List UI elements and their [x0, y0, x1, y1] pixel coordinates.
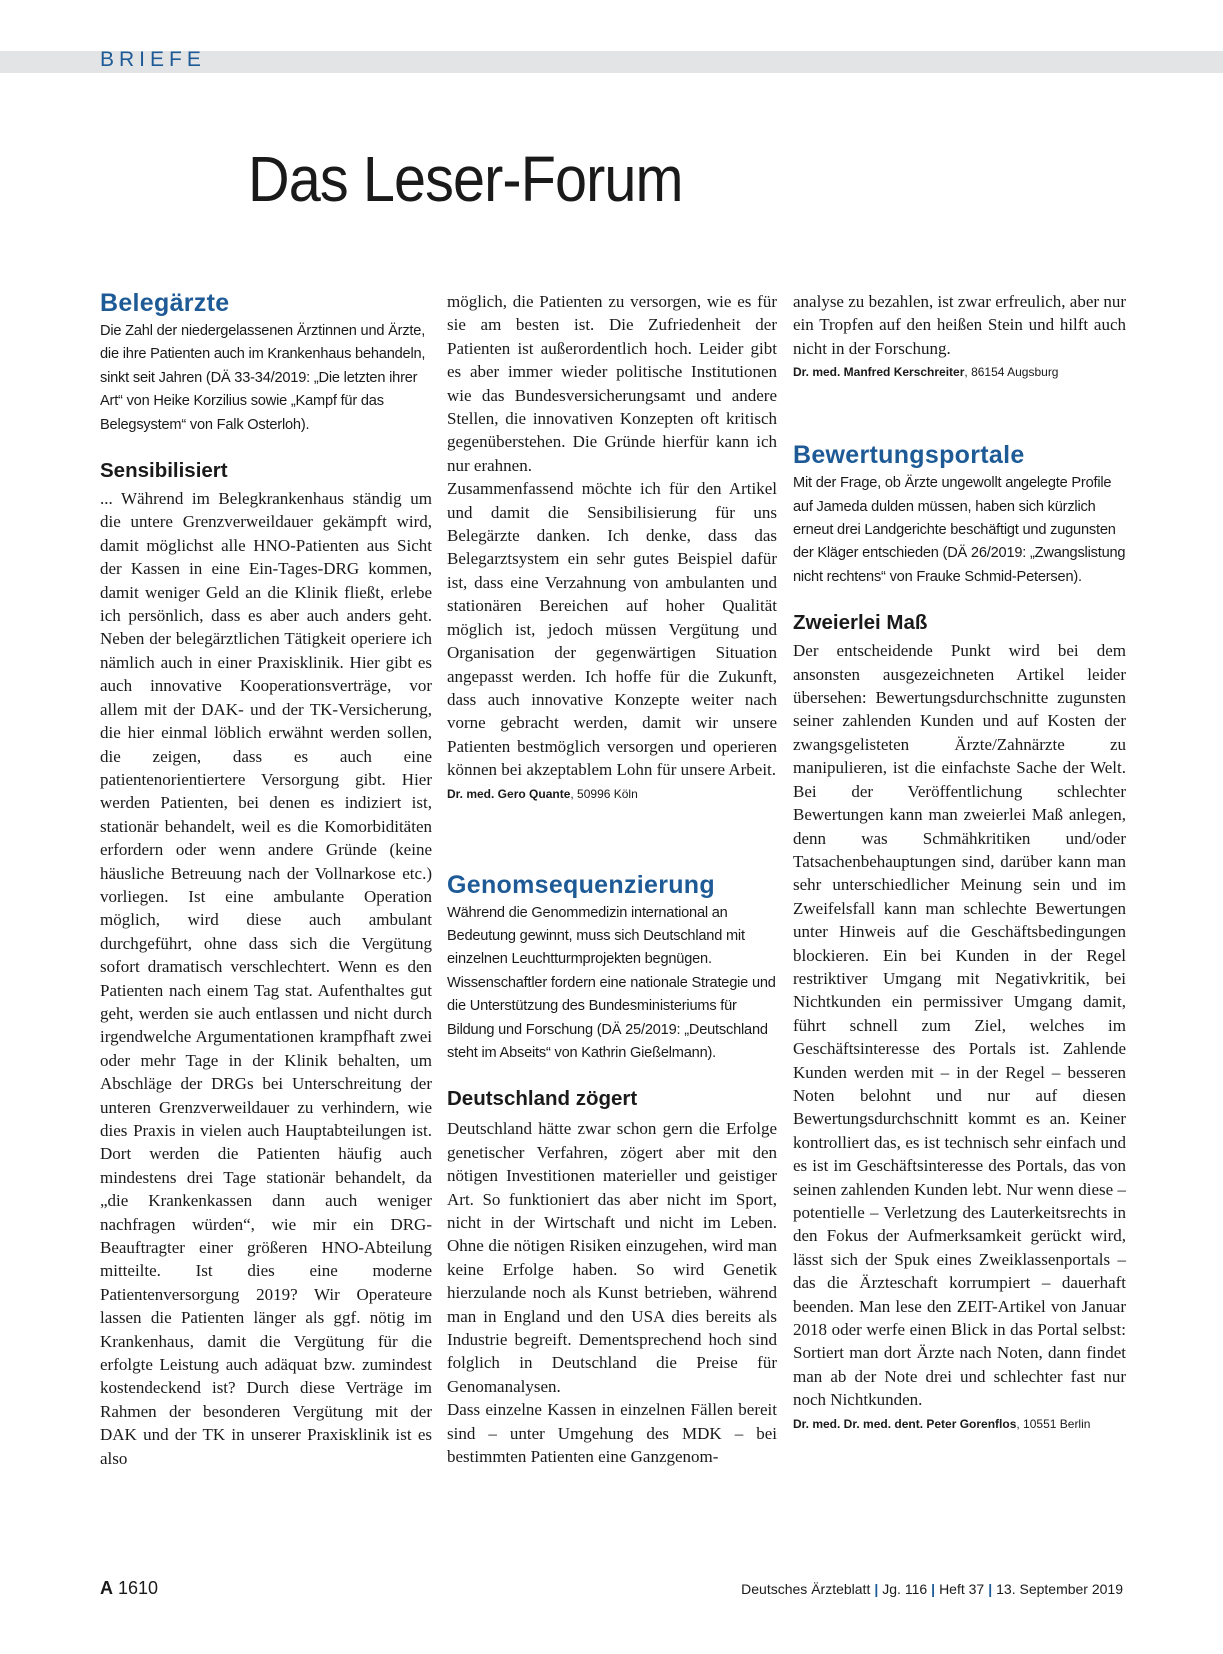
page-number	[100, 1578, 158, 1599]
author-name: Dr. med. Gero Quante	[447, 786, 571, 801]
letter-heading-sensibilisiert: Sensibilisiert	[100, 459, 228, 483]
letter-heading-deutschland-zoegert: Deutschland zögert	[447, 1087, 638, 1111]
letter-body	[100, 487, 432, 1470]
letter-body-continued	[793, 290, 1126, 360]
letter-heading-zweierlei-mass: Zweierlei Maß	[793, 611, 928, 635]
author-name: Dr. med. Manfred Kerschreiter	[793, 365, 965, 380]
letter-paragraph: analyse zu bezahlen, ist zwar erfreulich, aber nur ein Tropfen auf den heißen Stein und hilft auch nicht in der Forschung.	[793, 292, 1126, 358]
letter-paragraph: Deutschland hätte zwar schon gern die Erfolge genetischer Verfahren, zögert aber mit den nötigen Investitionen materieller und geistiger Art. So funktioniert das aber nicht im Sport, nicht in der Wirtschaft und nicht im Leben. Ohne die nötigen Risiken einzugehen, wird man keine Erfolge haben. So wird Genetik hierzulande noch als Kunst betrieben, während man in England und den USA dies bereits als Industrie begreift. Dementsprechend hoch sind folglich in Deutschland die Preise für Genomanalysen.	[447, 1119, 777, 1396]
author-place: , 86154 Augsburg	[964, 365, 1059, 380]
journal-info	[741, 1581, 1123, 1597]
journal-issue: Heft 37	[939, 1581, 985, 1597]
letter-paragraph: möglich, die Patienten zu versorgen, wie es für sie am besten ist. Die Zufriedenheit der Patienten ist außerordentlich hoch. Leider gibt es aber immer wieder politische Institutionen wie das Bundesversicherungsamt und andere Stellen, die innovativen Konzepten oft kritisch gegenüberstehen. Die Gründe hierfür kann ich nur erahnen.	[447, 292, 777, 475]
letter-paragraph: ... Während im Belegkrankenhaus ständig um die untere Grenzverweildauer gekämpft wird, damit möglichst alle HNO-Patienten aus Sicht der Kassen in eine Ein-Tages-DRG kommen, damit weniger Geld an die Klinik fließt, erlebe ich persönlich, dass es aber auch anders geht. Neben der belegärztlichen Tätigkeit operiere ich nämlich auch in einer Praxisklinik. Hier gibt es auch innovative Kooperationsverträge, vor allem mit der DAK- und der TK-Versicherung, die hier einmal löblich erwähnt werden sollen, die zeigen, dass es auch eine patientenorientiertere Versorgung gibt. Hier werden Patienten, bei denen es indiziert ist, stationär behandelt, weil es die Komorbiditäten erfordern oder wenn andere Gründe (keine häusliche Betreuung nach der Vollnarkose etc.) vorliegen. Ist eine ambulante Operation möglich, wird diese auch ambulant durchgeführt, ohne dass sich die Vergütung sofort dramatisch verschlechtert. Wenn es den Patienten nach einem Tag stat. Aufenthaltes gut geht, werden sie auch entlassen und nicht durch irgendwelche Argumentationen krampfhaft zwei oder mehr Tage in der Klinik behalten, um Abschläge der DRGs bei Unterschreitung der unteren Grenzverweildauer zu verhindern, wie dies Praxis in vielen auch Hauptabteilungen ist. Dort werden die Patienten häufig auch mindestens drei Tage stationär behandelt, da „die Krankenkassen dann auch weniger nachfragen würden“, wie mir ein DRG-Beauftragter einer größeren HNO-Abteilung mitteilte. Ist dies eine moderne Patientenversorgung 2019? Wir Operateure lassen die Patienten länger als ggf. nötig im Krankenhaus, damit die Vergütung für die erfolgte Leistung auch adäquat bzw. zumindest kostendeckend ist? Durch diese Verträge im Rahmen der besonderen Vergütung mit der DAK und der TK in unserer Praxisklinik ist es also	[100, 489, 432, 1468]
letter-paragraph: Zusammenfassend möchte ich für den Artikel und damit die Sensibilisierung für uns Belegärzte danken. Ich denke, dass das Belegarztsystem ein sehr gutes Beispiel dafür ist, dass eine Verzahnung von ambulanten und stationären Bereichen auf hoher Qualität möglich ist, jedoch müssen Vergütung und Organisation der gegenwärtigen Situation angepasst werden. Ich hoffe für die Zukunft, dass auch innovative Konzepte weiter nach vorne gebracht werden, damit wir unsere Patienten bestmöglich versorgen und operieren können bei akzeptablem Lohn für unsere Arbeit.	[447, 479, 777, 780]
letter-paragraph: Der entscheidende Punkt wird bei dem ansonsten ausgezeichneten Artikel leider übersehen: Bewertungsdurchschnitte zugunsten seiner zahlenden Kunden und auf Kosten der zwangsgelisteten Ärzte/Zahnärzte zu manipulieren, ist die einfachste Sache der Welt. Bei der Veröffentlichung schlechter Bewertungen kann man zweierlei Maß anlegen, denn was Schmähkritiken und/oder Tatsachenbehauptungen sind, darüber kann man sehr unterschiedlicher Meinung sein und im Zweifelsfall kann man schlechte Bewertungen unter Hinweis auf die Geschäftsbedingungen blockieren. Ein bei Kunden in der Regel restriktiver Umgang mit Negativkritik, bei Nichtkunden ein permissiver Umgang damit, führt schnell zum Ziel, welches im Geschäftsinteresse des Portals ist. Zahlende Kunden werden mit – in der Regel – besseren Noten belohnt und nur auf diesen Bewertungsdurchschnitt kommt es an. Keiner kontrolliert das, es ist technisch sehr einfach und es ist im Geschäftsinteresse des Portals, das von seinen zahlenden Kunden lebt. Nur wenn diese – potentielle – Verletzung des Lauterkeitsrechts in den Fokus der Aufmerksamkeit gerückt wird, lässt sich der Spuk eines Zweiklassenportals – das die Ärzteschaft korrumpiert – dauerhaft beenden. Man lese den ZEIT-Artikel von Januar 2018 oder werfe einen Blick in das Portal selbst: Sortiert man dort Ärzte nach Noten, dann findet man ab der Note drei und schlechter fast nur noch Nichtkunden.	[793, 641, 1126, 1410]
section-label: BRIEFE	[100, 48, 206, 71]
topic-intro: Während die Genommedizin international an Bedeutung gewinnt, muss sich Deutschland mit einzelnen Leuchtturmprojekten begnügen. Wissenschaftler fordern eine nationale Strategie und die Unterstützung des Bundesministeriums für Bildung und Forschung (DÄ 25/2019: „Deutschland steht im Abseits“ von Kathrin Gießelmann).	[447, 904, 776, 1061]
separator: |	[988, 1581, 993, 1597]
author-place: , 10551 Berlin	[1016, 1416, 1091, 1431]
separator: |	[874, 1581, 879, 1597]
letter-paragraph: Dass einzelne Kassen in einzelnen Fällen bereit sind – unter Umgehung des MDK – bei bestimmten Patienten eine Ganzgenom-	[447, 1400, 777, 1467]
letter-body	[447, 1117, 777, 1468]
letter-signature	[793, 362, 1126, 382]
page-title: Das Leser-Forum	[248, 143, 683, 215]
column-1	[100, 288, 432, 1470]
letter-signature	[447, 784, 777, 804]
topic-heading-bewertungsportale: Bewertungsportale	[793, 441, 1025, 470]
column-3	[793, 288, 1126, 1434]
letter-signature	[793, 1414, 1126, 1434]
topic-intro: Die Zahl der niedergelassenen Ärztinnen und Ärzte, die ihre Patienten auch im Krankenhaus behandeln, sinkt seit Jahren (DÄ 33-34/2019: „Die letzten ihrer Art“ von Heike Korzilius sowie „Kampf für das Belegsystem“ von Falk Osterloh).	[100, 323, 426, 433]
letter-body	[793, 639, 1126, 1411]
separator: |	[931, 1581, 936, 1597]
column-2	[447, 288, 777, 1468]
author-name: Dr. med. Dr. med. dent. Peter Gorenflos	[793, 1416, 1017, 1431]
topic-intro: Mit der Frage, ob Ärzte ungewollt angelegte Profile auf Jameda dulden müssen, haben sich kürzlich erneut drei Landgerichte beschäftigt und zugunsten der Kläger entschieden (DÄ 26/2019: „Zwangslistung nicht rechtens“ von Frauke Schmid-Petersen).	[793, 475, 1126, 585]
journal-date: 13. September 2019	[996, 1581, 1123, 1597]
topic-heading-genomsequenzierung: Genomsequenzierung	[447, 870, 715, 899]
letter-body-continued	[447, 290, 777, 782]
journal-name: Deutsches Ärzteblatt	[741, 1581, 871, 1597]
author-place: , 50996 Köln	[570, 786, 638, 801]
topic-heading-belegaerzte: Belegärzte	[100, 289, 230, 317]
journal-volume: Jg. 116	[882, 1581, 928, 1597]
page-prefix: A	[100, 1578, 113, 1598]
page-number-value: 1610	[118, 1578, 159, 1598]
